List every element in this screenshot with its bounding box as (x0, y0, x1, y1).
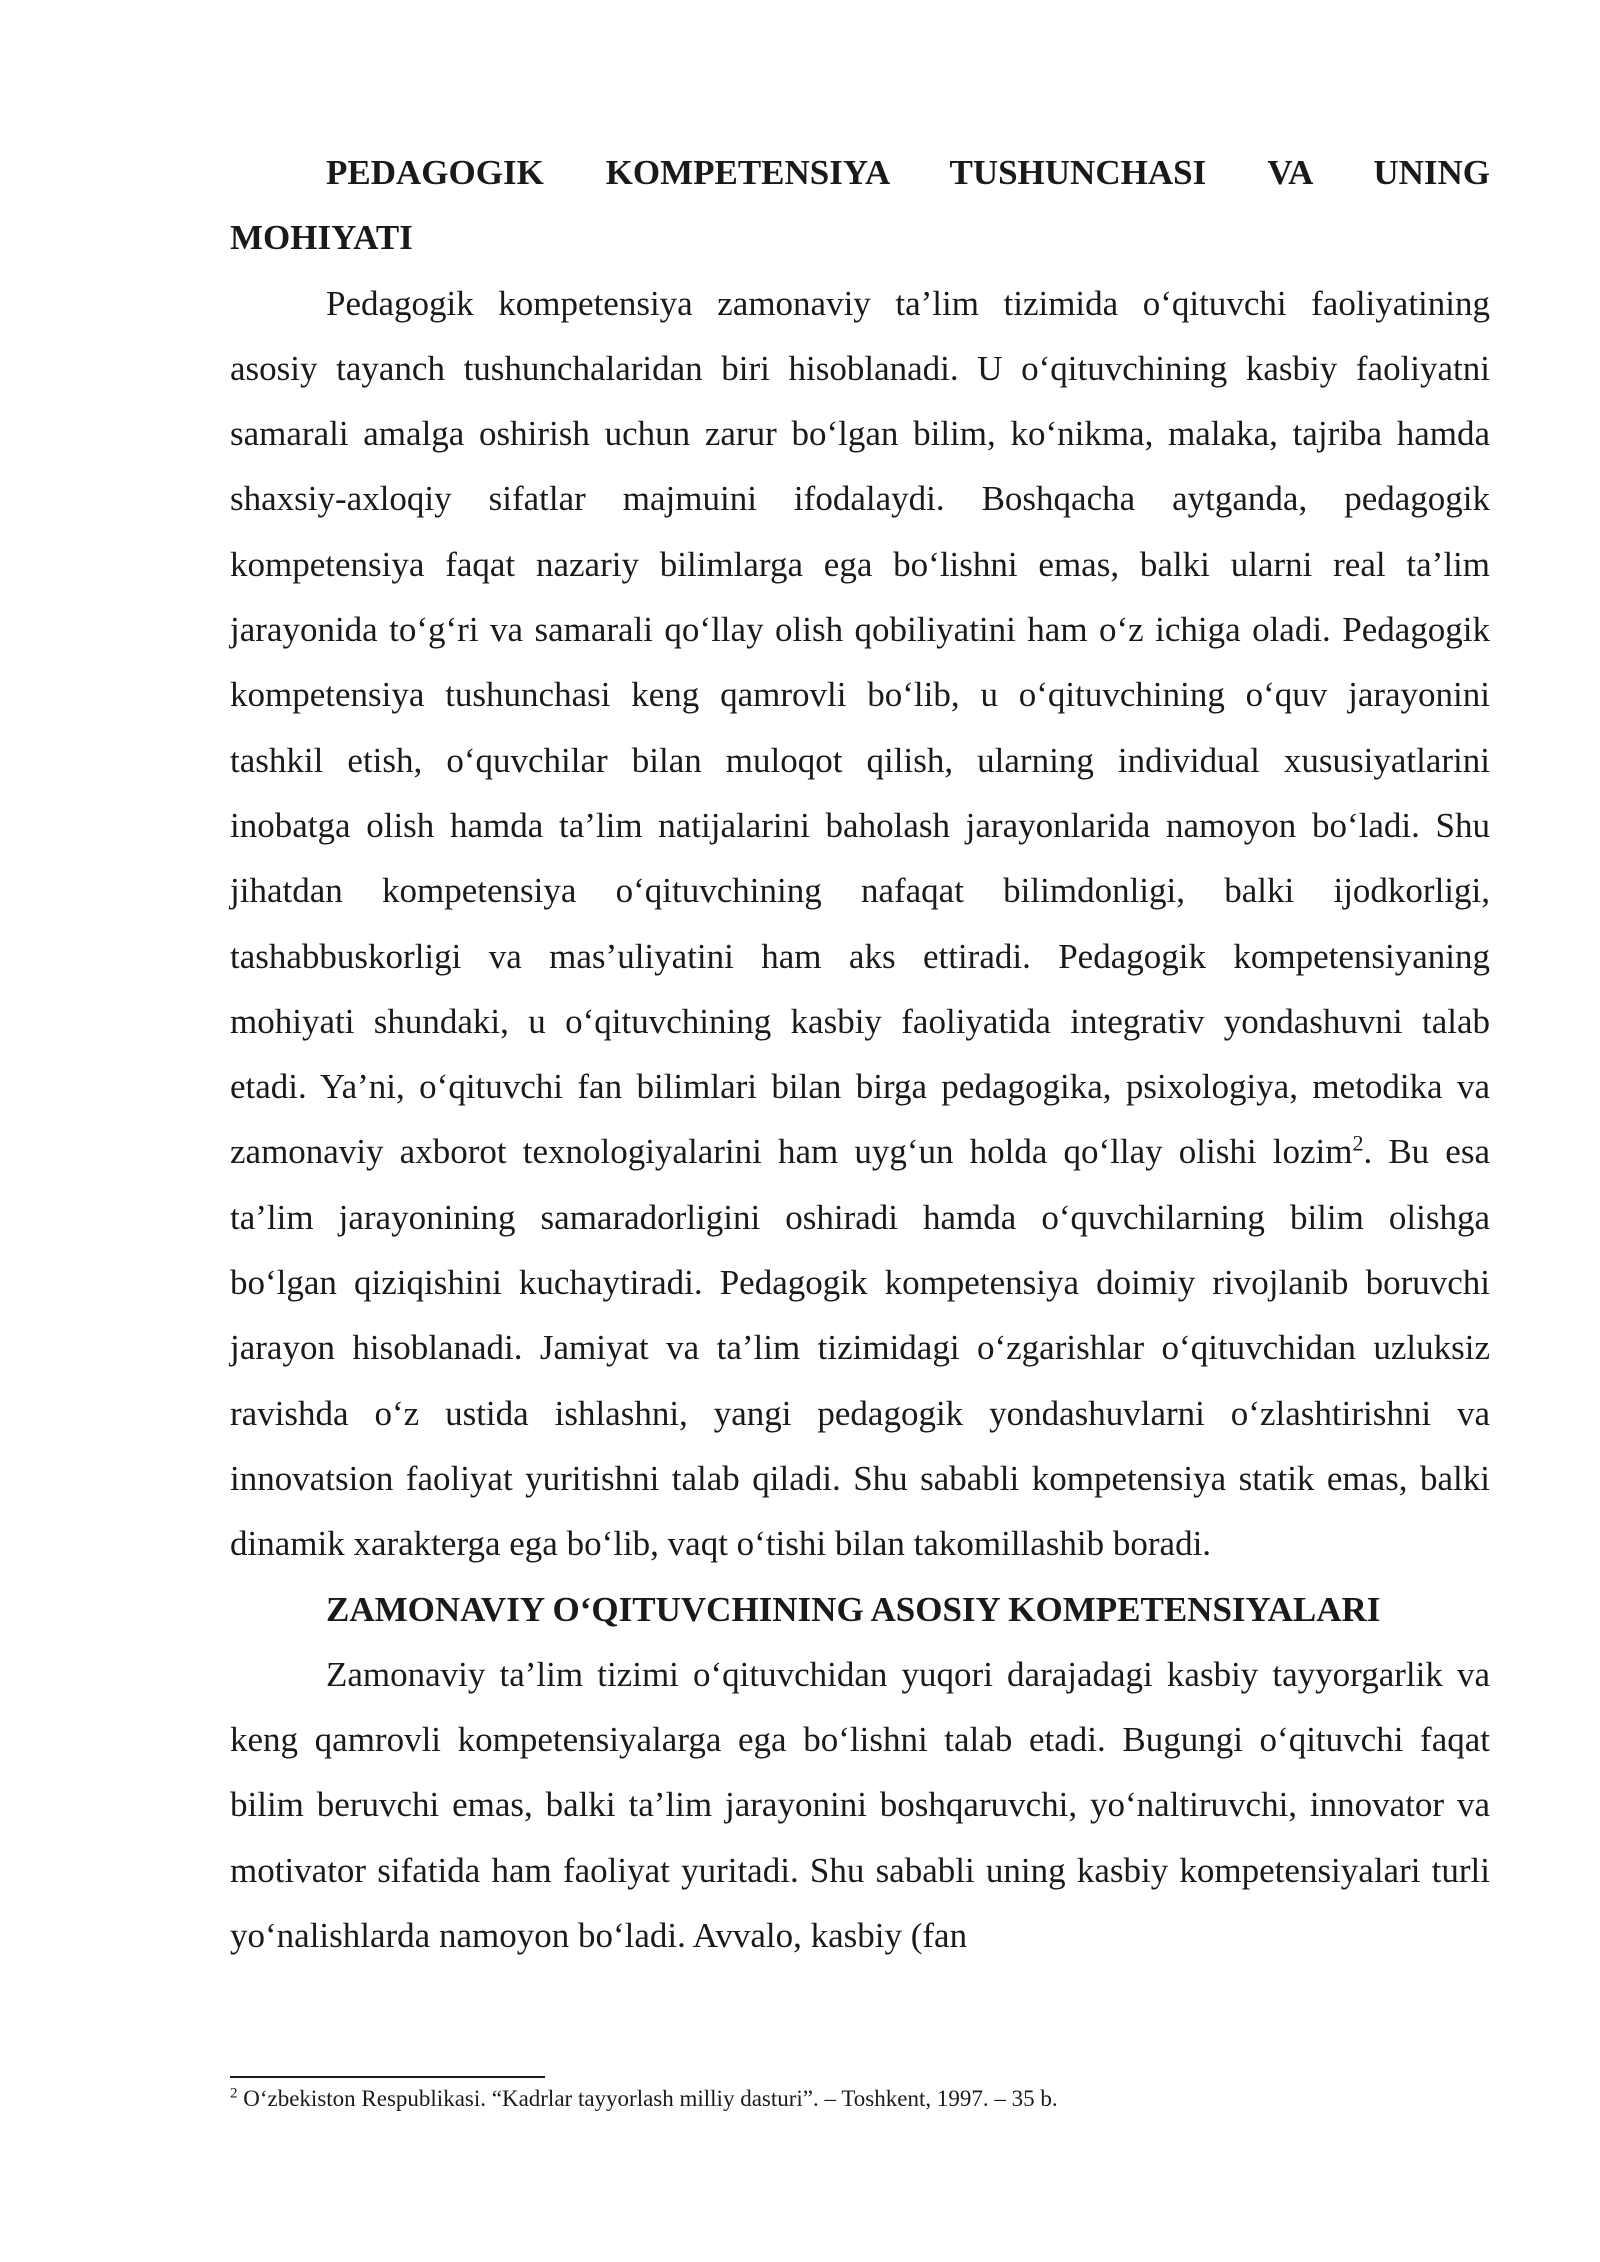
paragraph-2: Zamonaviy ta’lim tizimi o‘qituvchidan yuqori darajadagi kasbiy tayyorgarlik va keng qamrovli kompetensiyalarga ega bo‘lishni talab etadi. Bugungi o‘qituvchi faqat bilim beruvchi emas, balki ta’lim jarayonini boshqaruvchi, yo‘naltiruvchi, innovator va motivator sifatida ham faoliyat yuritadi. Shu sababli uning kasbiy kompetensiyalari turli yo‘nalishlarda namoyon bo‘ladi. Avvalo, kasbiy (fan (230, 1654, 1490, 1956)
footnote (230, 2083, 1490, 2115)
footnote-text: O‘zbekiston Respublikasi. “Kadrlar tayyorlash milliy dasturi”. – Toshkent, 1997. – 35 b. (237, 2086, 1058, 2111)
footnote-number: 2 (230, 2085, 238, 2102)
section-heading-1-continued: MOHIYATI (230, 218, 413, 258)
section-heading-1: PEDAGOGIK KOMPETENSIYA TUSHUNCHASI VA UNING (326, 153, 1490, 192)
footnote-reference: 2 (1352, 1130, 1364, 1156)
paragraph-1 (230, 271, 1490, 1577)
section-heading-2: ZAMONAVIY O‘QITUVCHINING ASOSIY KOMPETENSIYALARI (326, 1589, 1381, 1629)
document-body (230, 140, 1490, 1968)
footnote-separator (230, 2076, 545, 2078)
paragraph-1-text-b: . Bu esa ta’lim jarayonining samaradorligini oshiradi hamda o‘quvchilarning bilim olishga bo‘lgan qiziqishini kuchaytiradi. Pedagogik kompetensiya doimiy rivojlanib boruvchi jarayon hisoblanadi. Jamiyat va ta’lim tizimidagi o‘zgarishlar o‘qituvchidan uzluksiz ravishda o‘z ustida ishlashni, yangi pedagogik yondashuvlarni o‘zlashtirishni va innovatsion faoliyat yuritishni talab qiladi. Shu sababli kompetensiya statik emas, balki dinamik xarakterga ega bo‘lib, vaqt o‘tishi bilan takomillashib boradi. (230, 1132, 1490, 1564)
paragraph-1-text-a: Pedagogik kompetensiya zamonaviy ta’lim tizimida o‘qituvchi faoliyatining asosiy tayanch tushunchalaridan biri hisoblanadi. U o‘qituvchining kasbiy faoliyatni samarali amalga oshirish uchun zarur bo‘lgan bilim, ko‘nikma, malaka, tajriba hamda shaxsiy-axloqiy sifatlar majmuini ifodalaydi. Boshqacha aytganda, pedagogik kompetensiya faqat nazariy bilimlarga ega bo‘lishni emas, balki ularni real ta’lim jarayonida to‘g‘ri va samarali qo‘llay olish qobiliyatini ham o‘z ichiga oladi. Pedagogik kompetensiya tushunchasi keng qamrovli bo‘lib, u o‘qituvchining o‘quv jarayonini tashkil etish, o‘quvchilar bilan muloqot qilish, ularning individual xususiyatlarini inobatga olish hamda ta’lim natijalarini baholash jarayonlarida namoyon bo‘ladi. Shu jihatdan kompetensiya o‘qituvchining nafaqat bilimdonligi, balki ijodkorligi, tashabbuskorligi va mas’uliyatini ham aks ettiradi. Pedagogik kompetensiyaning mohiyati shundaki, u o‘qituvchining kasbiy faoliyatida integrativ yondashuvni talab etadi. Ya’ni, o‘qituvchi fan bilimlari bilan birga pedagogika, psixologiya, metodika va zamonaviy axborot texnologiyalarini ham uyg‘un holda qo‘llay olishi lozim (230, 283, 1490, 1172)
